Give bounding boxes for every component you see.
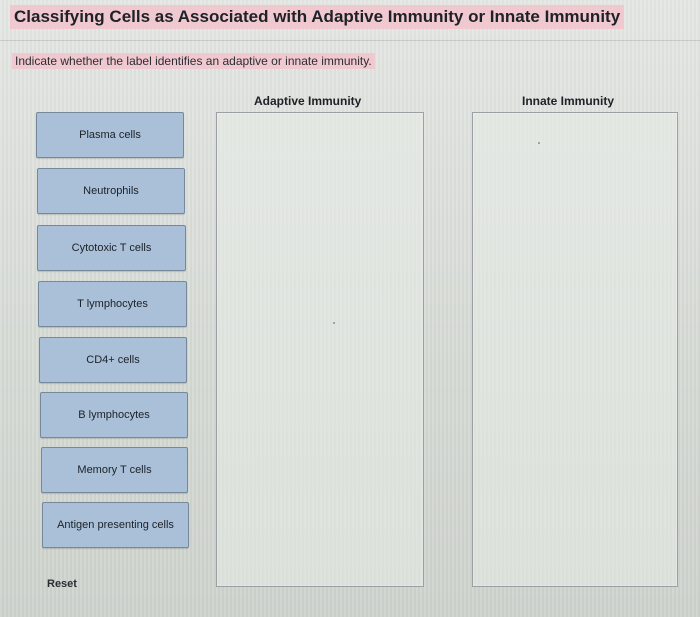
innate-immunity-dropzone[interactable] [472, 112, 678, 587]
label-b-lymphocytes[interactable]: B lymphocytes [40, 392, 188, 438]
label-cd4-cells[interactable]: CD4+ cells [39, 337, 187, 383]
dropzone-marker-dot [538, 142, 540, 144]
page-title: Classifying Cells as Associated with Adaptive Immunity or Innate Immunity [10, 5, 624, 29]
adaptive-immunity-header: Adaptive Immunity [254, 94, 362, 108]
label-memory-t-cells[interactable]: Memory T cells [41, 447, 188, 493]
label-neutrophils[interactable]: Neutrophils [37, 168, 185, 214]
reset-button[interactable]: Reset [47, 578, 77, 590]
label-plasma-cells[interactable]: Plasma cells [36, 112, 184, 158]
label-cytotoxic-t-cells[interactable]: Cytotoxic T cells [37, 225, 186, 271]
innate-immunity-header: Innate Immunity [522, 94, 615, 108]
header-divider [0, 40, 700, 41]
instruction-text: Indicate whether the label identifies an adaptive or innate immunity. [12, 53, 375, 69]
dropzone-marker-dot [333, 322, 335, 324]
adaptive-immunity-dropzone[interactable] [216, 112, 424, 587]
label-antigen-presenting-cells[interactable]: Antigen presenting cells [42, 502, 189, 548]
label-t-lymphocytes[interactable]: T lymphocytes [38, 281, 187, 327]
